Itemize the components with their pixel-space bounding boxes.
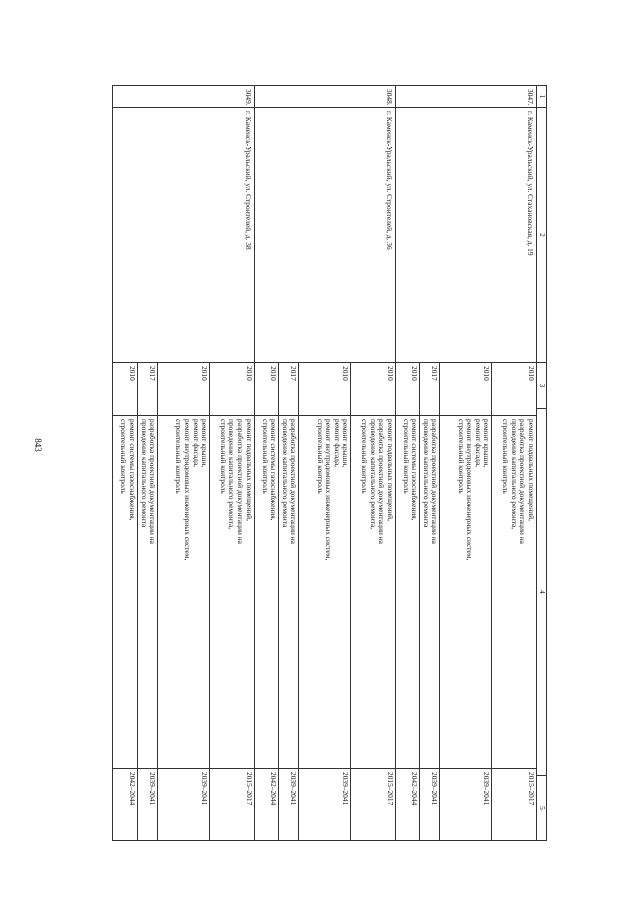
year-cell: 2010 [351, 363, 395, 416]
work-types-cell [351, 416, 395, 769]
work-line: разработка проектной документации на [236, 419, 246, 544]
header-cell: 1 [537, 86, 547, 108]
work-row [210, 363, 254, 840]
year-cell: 2017 [137, 363, 157, 416]
work-line: строительный контроль [401, 419, 411, 494]
work-line: проведение капитального ремонта, [509, 419, 519, 530]
page-number: 843 [33, 438, 43, 452]
header-cell: 5 [537, 776, 547, 841]
work-row [351, 363, 395, 840]
year-cell: 2017 [420, 363, 440, 416]
work-types-cell [137, 416, 157, 769]
work-line: ремонт подвальных помещений, [527, 419, 536, 521]
address-cell: г. Каменск-Уральский, ул. Стахановская, д. 19 [395, 108, 536, 363]
work-row [420, 363, 440, 840]
table-row [113, 86, 254, 841]
works-cell [254, 363, 395, 841]
work-line: проведение капитального ремонта [280, 419, 290, 528]
address-cell: г. Каменск-Уральский, ул. Строителей, д. 38 [113, 108, 254, 363]
work-row [158, 363, 210, 840]
row-number: 3049. [113, 86, 254, 108]
period-cell: 2015–2017 [351, 769, 395, 841]
table-row [395, 86, 536, 841]
address-cell: г. Каменск-Уральский, ул. Строителей, д. 36 [254, 108, 395, 363]
header-cell: 4 [537, 409, 547, 776]
work-row [279, 363, 299, 840]
work-line: разработка проектной документации на [148, 419, 158, 544]
period-cell: 2015–2017 [210, 769, 254, 841]
work-row [137, 363, 157, 840]
work-line: проведение капитального ремонта, [227, 419, 237, 530]
work-row [492, 363, 536, 840]
year-cell: 2010 [396, 363, 420, 416]
work-types-cell [158, 416, 210, 769]
work-line: ремонт системы газоснабжения, [127, 419, 137, 521]
works-cell [395, 363, 536, 841]
work-line: ремонт крыши, [482, 419, 492, 468]
work-line: разработка проектной документации на [518, 419, 528, 544]
work-types-cell [420, 416, 440, 769]
work-line: проведение капитального ремонта, [368, 419, 378, 530]
row-number: 3047. [395, 86, 536, 108]
work-types-cell [279, 416, 299, 769]
work-line: ремонт фасада, [332, 419, 342, 467]
work-line: ремонт внутридомовых инженерных систем, [182, 419, 192, 561]
period-cell: 2015–2017 [492, 769, 536, 841]
year-cell: 2017 [279, 363, 299, 416]
work-line: строительный контроль [260, 419, 270, 494]
table-row [254, 86, 395, 841]
work-line: ремонт фасада, [473, 419, 483, 467]
work-row [440, 363, 492, 840]
work-line: ремонт системы газоснабжения, [410, 419, 420, 521]
table-container [87, 85, 547, 840]
work-line: строительный контроль [501, 419, 511, 494]
period-cell: 2039–2041 [420, 769, 440, 841]
works-subtable [113, 363, 253, 840]
period-cell: 2039–2041 [158, 769, 210, 841]
rotated-page-area [87, 85, 547, 840]
year-cell: 2010 [158, 363, 210, 416]
work-types-cell [113, 416, 137, 769]
work-line: строительный контроль [119, 419, 129, 494]
work-line: проведение капитального ремонта [139, 419, 149, 528]
work-line: строительный контроль [174, 419, 184, 494]
period-cell: 2039–2041 [279, 769, 299, 841]
year-cell: 2010 [113, 363, 137, 416]
work-row [396, 363, 420, 840]
work-types-cell [440, 416, 492, 769]
work-line: ремонт крыши, [200, 419, 210, 468]
year-cell: 2010 [440, 363, 492, 416]
work-types-cell [396, 416, 420, 769]
works-subtable [396, 363, 536, 840]
work-line: ремонт фасада, [191, 419, 201, 467]
work-types-cell [492, 416, 536, 769]
work-types-cell [255, 416, 279, 769]
period-cell: 2042–2044 [113, 769, 137, 841]
work-line: ремонт крыши, [341, 419, 351, 468]
work-line: ремонт внутридомовых инженерных систем, [465, 419, 475, 561]
works-subtable [255, 363, 395, 840]
period-cell: 2042–2044 [396, 769, 420, 841]
work-line: разработка проектной документации на [289, 419, 299, 544]
work-line: ремонт системы газоснабжения, [269, 419, 279, 521]
year-cell: 2010 [492, 363, 536, 416]
header-cell: 3 [537, 363, 547, 409]
work-line: ремонт внутридомовых инженерных систем, [324, 419, 334, 561]
header-cell: 2 [537, 108, 547, 363]
repair-schedule-table [112, 85, 547, 841]
period-cell: 2042–2044 [255, 769, 279, 841]
work-line: строительный контроль [315, 419, 325, 494]
work-line: разработка проектной документации на [430, 419, 440, 544]
work-row [299, 363, 351, 840]
year-cell: 2010 [210, 363, 254, 416]
row-number: 3048. [254, 86, 395, 108]
period-cell: 2039–2041 [440, 769, 492, 841]
work-line: строительный контроль [456, 419, 466, 494]
header-row [537, 86, 547, 841]
work-line: ремонт подвальных помещений, [385, 419, 395, 521]
period-cell: 2039–2041 [299, 769, 351, 841]
period-cell: 2039–2041 [137, 769, 157, 841]
work-row [255, 363, 279, 840]
work-line: ремонт подвальных помещений, [244, 419, 254, 521]
work-line: строительный контроль [218, 419, 228, 494]
work-line: проведение капитального ремонта [421, 419, 431, 528]
works-cell [113, 363, 254, 841]
year-cell: 2010 [299, 363, 351, 416]
year-cell: 2010 [255, 363, 279, 416]
work-row [113, 363, 137, 840]
work-line: разработка проектной документации на [377, 419, 387, 544]
work-line: строительный контроль [360, 419, 370, 494]
work-types-cell [299, 416, 351, 769]
work-types-cell [210, 416, 254, 769]
